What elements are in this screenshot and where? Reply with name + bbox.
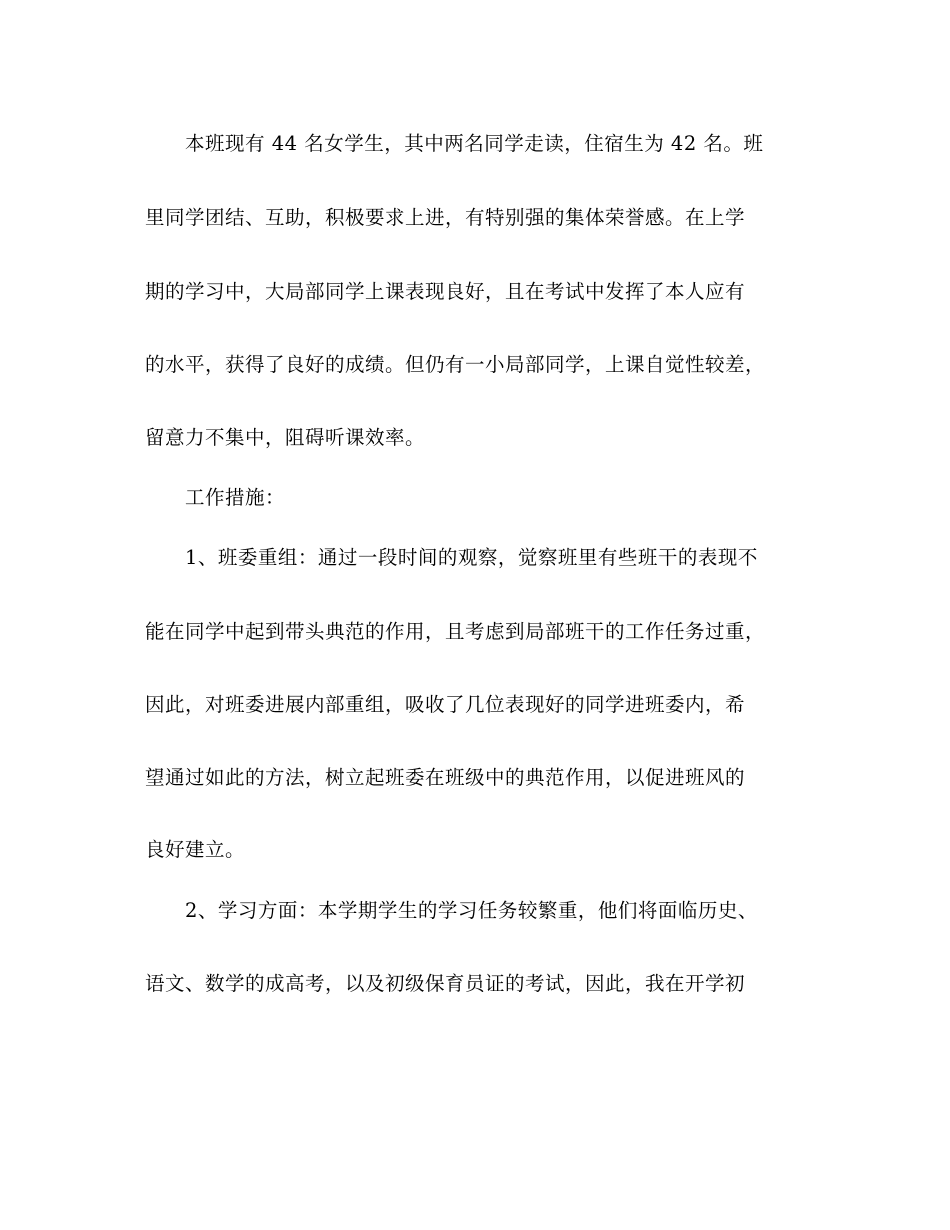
text-line: 本班现有 44 名女学生，其中两名同学走读，住宿生为 42 名。班: [185, 132, 764, 155]
text-line: 里同学团结、互助，积极要求上进，有特别强的集体荣誉感。在上学: [145, 206, 746, 229]
text-line: 能在同学中起到带头典范的作用，且考虑到局部班干的工作任务过重，: [145, 620, 766, 643]
section-heading: 工作措施：: [185, 486, 286, 509]
text-line: 的水平，获得了良好的成绩。但仍有一小局部同学，上课自觉性较差，: [145, 353, 766, 376]
text-line: 期的学习中，大局部同学上课表现良好，且在考试中发挥了本人应有: [145, 280, 746, 303]
text-line: 留意力不集中，阻碍听课效率。: [145, 426, 426, 449]
text-line: 2、学习方面：本学期学生的学习任务较繁重，他们将面临历史、: [185, 899, 758, 922]
text-line: 因此，对班委进展内部重组，吸收了几位表现好的同学进班委内，希: [145, 693, 746, 716]
text-line: 1、班委重组：通过一段时间的观察，觉察班里有些班干的表现不: [185, 546, 758, 569]
text-line: 良好建立。: [145, 838, 246, 861]
text-line: 望通过如此的方法，树立起班委在班级中的典范作用，以促进班风的: [145, 766, 746, 789]
text-line: 语文、数学的成高考，以及初级保育员证的考试，因此，我在开学初: [145, 972, 746, 995]
